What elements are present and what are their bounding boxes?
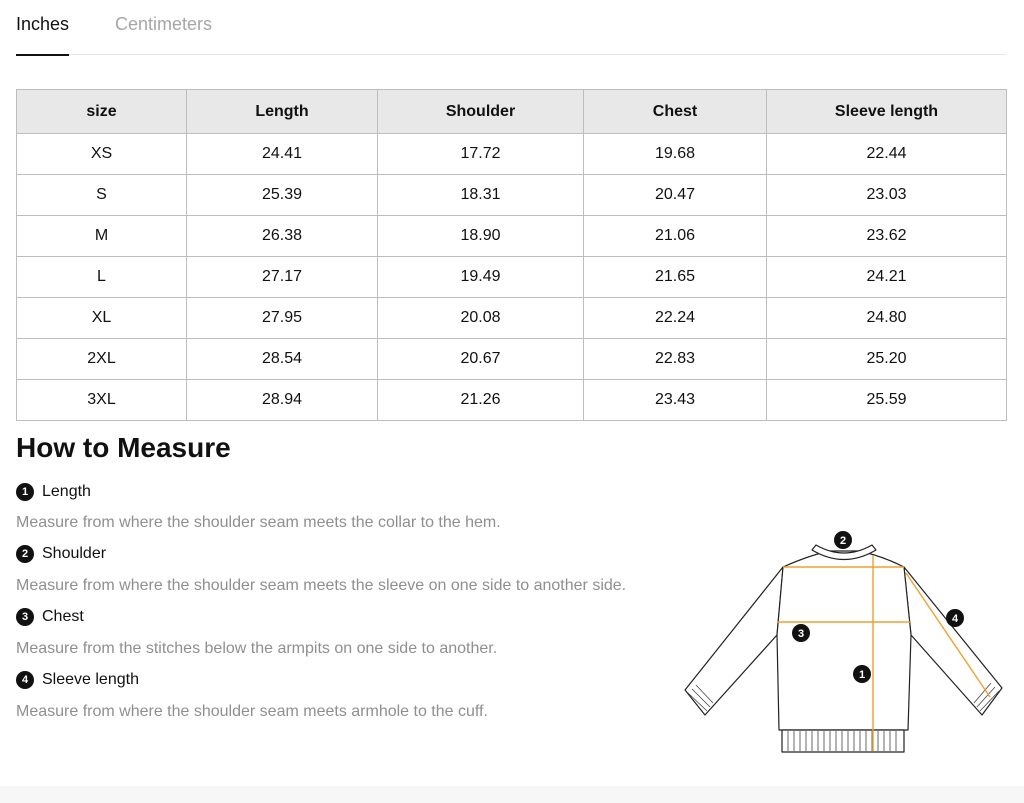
table-cell: 2XL xyxy=(17,339,187,380)
step-sleeve-length xyxy=(16,671,139,689)
step-description: Measure from where the shoulder seam meets the collar to the hem. xyxy=(16,514,501,531)
header-size: size xyxy=(17,90,187,134)
table-cell: 25.39 xyxy=(187,175,378,216)
table-cell: L xyxy=(17,257,187,298)
number-3-icon: 3 xyxy=(16,608,34,626)
table-cell: 23.03 xyxy=(767,175,1007,216)
table-cell: M xyxy=(17,216,187,257)
footer-strip xyxy=(0,786,1024,803)
how-to-measure-title: How to Measure xyxy=(16,432,231,463)
header-shoulder: Shoulder xyxy=(378,90,584,134)
table-cell: 26.38 xyxy=(187,216,378,257)
marker-1: 1 xyxy=(858,669,866,681)
step-description: Measure from where the shoulder seam meets armhole to the cuff. xyxy=(16,703,488,720)
table-row xyxy=(17,134,1007,175)
marker-2: 2 xyxy=(839,535,847,547)
sweater-icon xyxy=(680,525,1010,760)
table-cell: 27.17 xyxy=(187,257,378,298)
table-cell: 24.41 xyxy=(187,134,378,175)
table-cell: 27.95 xyxy=(187,298,378,339)
table-cell: 25.59 xyxy=(767,380,1007,421)
table-cell: 24.80 xyxy=(767,298,1007,339)
table-cell: 28.54 xyxy=(187,339,378,380)
table-cell: 20.67 xyxy=(378,339,584,380)
number-1-icon: 1 xyxy=(16,483,34,501)
table-cell: 18.31 xyxy=(378,175,584,216)
table-cell: 21.26 xyxy=(378,380,584,421)
header-chest: Chest xyxy=(584,90,767,134)
table-cell: 24.21 xyxy=(767,257,1007,298)
step-length xyxy=(16,483,91,501)
table-row xyxy=(17,298,1007,339)
table-row xyxy=(17,216,1007,257)
table-cell: 25.20 xyxy=(767,339,1007,380)
step-label: Chest xyxy=(42,608,84,625)
table-cell: 23.43 xyxy=(584,380,767,421)
table-header-row xyxy=(17,90,1007,134)
step-description: Measure from where the shoulder seam meets the sleeve on one side to another side. xyxy=(16,577,627,594)
table-cell: 19.68 xyxy=(584,134,767,175)
step-description: Measure from the stitches below the armpits on one side to another. xyxy=(16,640,498,657)
table-cell: 20.47 xyxy=(584,175,767,216)
tab-inches[interactable]: Inches xyxy=(16,14,69,55)
number-4-icon: 4 xyxy=(16,671,34,689)
size-chart-table xyxy=(16,89,1007,421)
table-cell: 3XL xyxy=(17,380,187,421)
step-label: Length xyxy=(42,483,91,500)
table-cell: 22.44 xyxy=(767,134,1007,175)
marker-4: 4 xyxy=(951,613,959,625)
table-cell: 19.49 xyxy=(378,257,584,298)
table-cell: XS xyxy=(17,134,187,175)
table-cell: 17.72 xyxy=(378,134,584,175)
table-cell: 22.83 xyxy=(584,339,767,380)
table-row xyxy=(17,339,1007,380)
table-cell: XL xyxy=(17,298,187,339)
table-cell: S xyxy=(17,175,187,216)
header-length: Length xyxy=(187,90,378,134)
step-label: Sleeve length xyxy=(42,671,139,688)
step-label: Shoulder xyxy=(42,545,107,562)
marker-3: 3 xyxy=(797,628,805,640)
table-cell: 23.62 xyxy=(767,216,1007,257)
table-cell: 28.94 xyxy=(187,380,378,421)
table-cell: 18.90 xyxy=(378,216,584,257)
table-row xyxy=(17,257,1007,298)
step-shoulder xyxy=(16,545,106,563)
table-cell: 22.24 xyxy=(584,298,767,339)
table-cell: 21.65 xyxy=(584,257,767,298)
step-chest xyxy=(16,608,84,626)
tab-centimeters[interactable]: Centimeters xyxy=(115,14,213,34)
table-cell: 21.06 xyxy=(584,216,767,257)
number-2-icon: 2 xyxy=(16,545,34,563)
table-cell: 20.08 xyxy=(378,298,584,339)
unit-tabs xyxy=(16,0,1006,55)
table-row xyxy=(17,175,1007,216)
header-sleeve-length: Sleeve length xyxy=(767,90,1007,134)
table-row xyxy=(17,380,1007,421)
